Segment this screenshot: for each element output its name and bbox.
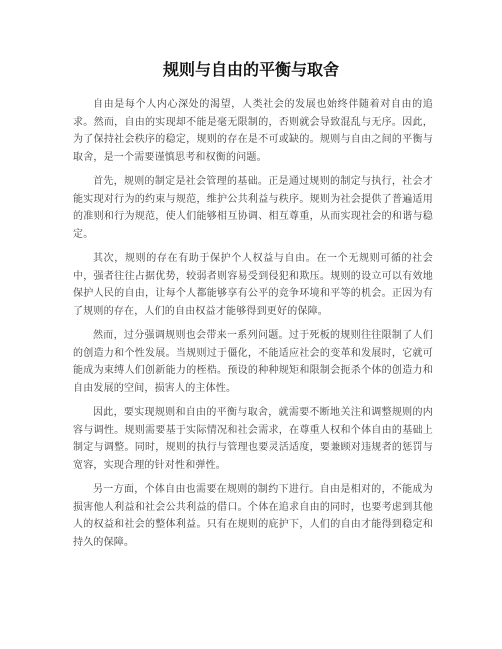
paragraph-5: 因此，要实现规则和自由的平衡与取舍，就需要不断地关注和调整规则的内容与调性。规则需要基于实际情况和社会需求，在尊重人权和个体自由的基础上制定与调整。同时，规则的执行与管理也要灵活适度，要兼顾对违规者的惩罚与宽容，实现合理的针对性和弹性。 bbox=[73, 407, 433, 471]
paragraph-1: 自由是每个人内心深处的渴望，人类社会的发展也始终伴随着对自由的追求。然而，自由的实现却不能是毫无限制的，否则就会导致混乱与无序。因此，为了保持社会秩序的稳定，规则的存在是不可或缺的。规则与自由之间的平衡与取舍，是一个需要谨慎思考和权衡的问题。 bbox=[73, 99, 433, 163]
paragraph-4: 然而，过分强调规则也会带来一系列问题。过于死板的规则往往限制了人们的创造力和个性发展。当规则过于僵化，不能适应社会的变革和发展时，它就可能成为束缚人们创新能力的桎梏。预设的种种规矩和限制会扼杀个体的创造力和自由发展的空间，损害人的主体性。 bbox=[73, 330, 433, 394]
paragraph-3: 其次，规则的存在有助于保护个人权益与自由。在一个无规则可循的社会中，强者往往占据优势，较弱者则容易受到侵犯和欺压。规则的设立可以有效地保护人民的自由，让每个人都能够享有公平的竞争环境和平等的机会。正因为有了规则的存在，人们的自由权益才能够得到更好的保障。 bbox=[73, 253, 433, 317]
paragraph-2: 首先，规则的制定是社会管理的基础。正是通过规则的制定与执行，社会才能实现对行为的约束与规范，维护公共利益与秩序。规则为社会提供了普遍适用的准则和行为规范，使人们能够相互协调、相互尊重，从而实现社会的和谐与稳定。 bbox=[73, 176, 433, 240]
paragraph-6: 另一方面，个体自由也需要在规则的制约下进行。自由是相对的，不能成为损害他人利益和社会公共利益的借口。个体在追求自由的同时，也要考虑到其他人的权益和社会的整体利益。只有在规则的庇护下，人们的自由才能得到稳定和持久的保障。 bbox=[73, 484, 433, 548]
document-body bbox=[73, 96, 433, 558]
document-title: 规则与自由的平衡与取舍 bbox=[162, 60, 339, 79]
